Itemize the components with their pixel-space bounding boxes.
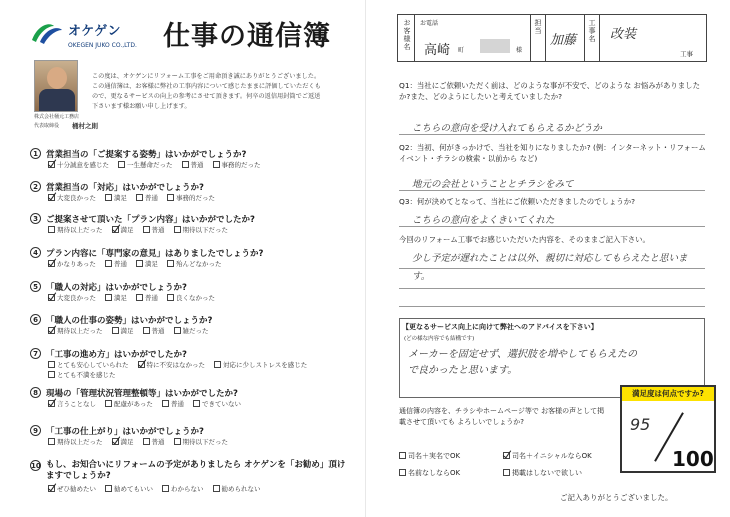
checkbox[interactable] xyxy=(48,400,55,407)
checkbox[interactable] xyxy=(143,226,150,233)
option-label: 満足 xyxy=(120,327,134,335)
checkbox[interactable] xyxy=(503,469,510,476)
option[interactable] xyxy=(162,484,204,494)
thanks-text: ご記入ありがとうございました。 xyxy=(560,493,673,502)
option-label: 期待以上だった xyxy=(57,438,103,446)
question-text: 「工事の仕上がり」はいかがでしょうか? xyxy=(46,427,204,437)
option-label: 事務的だった xyxy=(176,194,215,202)
question-text: 営業担当の「対応」はいかがでしょうか? xyxy=(46,183,204,193)
question-options xyxy=(48,437,358,447)
q2-answer: 地元の会社ということとチラシをみて xyxy=(412,179,574,190)
brand-name: オケゲン xyxy=(68,24,121,39)
checkbox[interactable] xyxy=(167,294,174,301)
question-number: 8 xyxy=(30,387,41,398)
publish-option[interactable] xyxy=(503,448,603,465)
option[interactable] xyxy=(112,437,134,447)
option-label: 言うことなし xyxy=(57,400,96,408)
question-options xyxy=(48,399,358,409)
answer-line xyxy=(399,134,705,135)
checkbox[interactable] xyxy=(136,260,143,267)
intro-text: この度は、オケゲンにリフォーム工事をご用命頂き誠にありがとうございました。この通信簿は、お客様に弊社の工事内容について感じたままに評価していただくもので、更なるサービスの向上の参考にさせて頂きます。何卒の返信用封筒でご返送下さいます様お願い申し上げます。 xyxy=(92,73,321,110)
option-label: わからない xyxy=(171,485,204,493)
checkbox[interactable] xyxy=(136,294,143,301)
option[interactable] xyxy=(48,484,96,494)
customer-name: 高崎 xyxy=(424,43,451,58)
q3-text: Q3：何が決めてとなって、当社にご依頼いただきましたのでしょうか? xyxy=(399,197,636,206)
checkbox[interactable] xyxy=(48,260,55,267)
score-max: 100 xyxy=(672,447,714,471)
option-label: 司名＋イニシャルならOK xyxy=(512,452,592,460)
advice-subtitle: (どの様な内容でも結構です) xyxy=(404,336,475,342)
option-label: 大変良かった xyxy=(57,294,96,302)
option[interactable] xyxy=(143,225,165,235)
option-label: 満足 xyxy=(120,226,134,234)
option[interactable] xyxy=(174,225,229,235)
checkbox[interactable] xyxy=(174,327,181,334)
option[interactable] xyxy=(118,160,173,170)
option[interactable] xyxy=(162,399,184,409)
option[interactable] xyxy=(105,259,127,269)
checkbox[interactable] xyxy=(213,161,220,168)
checkbox[interactable] xyxy=(118,161,125,168)
option[interactable] xyxy=(174,437,229,447)
checkbox[interactable] xyxy=(48,438,55,445)
checkbox[interactable] xyxy=(174,438,181,445)
option-label: できていない xyxy=(201,400,241,408)
option-label: 普通 xyxy=(151,438,165,446)
option[interactable] xyxy=(48,399,96,409)
answer-line xyxy=(399,306,705,307)
option[interactable] xyxy=(213,484,261,494)
checkbox[interactable] xyxy=(143,327,150,334)
answer-line xyxy=(399,226,705,227)
option-label: ぜひ勧めたい xyxy=(57,485,96,493)
option-label: 満足 xyxy=(114,294,127,302)
checkbox[interactable] xyxy=(48,294,55,301)
option-label: 特に不安はなかった xyxy=(146,361,205,369)
option[interactable] xyxy=(112,326,134,336)
checkbox[interactable] xyxy=(48,361,55,368)
option[interactable] xyxy=(48,326,103,336)
checkbox[interactable] xyxy=(174,226,181,233)
advice-answer: メーカーを固定せず、選択肢を増やしてもらえたので良かったと思います。 xyxy=(408,349,637,376)
option[interactable] xyxy=(48,437,103,447)
president-photo xyxy=(34,60,78,112)
option-label: 勧められない xyxy=(221,485,261,493)
checkbox[interactable] xyxy=(214,361,221,368)
advice-title: 【更なるサービス向上に向けて弊社へのアドバイスを下さい】 xyxy=(402,323,598,331)
checkbox[interactable] xyxy=(112,226,119,233)
question-number: 1 xyxy=(30,148,41,159)
option[interactable] xyxy=(167,193,215,203)
option-label: 普通 xyxy=(145,294,158,302)
checkbox[interactable] xyxy=(48,485,55,492)
option[interactable] xyxy=(214,360,307,370)
question-number: 2 xyxy=(30,181,41,192)
option[interactable] xyxy=(182,160,204,170)
checkbox[interactable] xyxy=(167,260,174,267)
question-options xyxy=(48,193,358,203)
staff-label: 担当 xyxy=(534,19,542,35)
option[interactable] xyxy=(48,360,129,370)
checkbox[interactable] xyxy=(48,161,55,168)
option[interactable] xyxy=(143,326,165,336)
option[interactable] xyxy=(138,360,206,370)
checkbox[interactable] xyxy=(213,485,220,492)
option[interactable] xyxy=(48,259,96,269)
option[interactable] xyxy=(48,193,96,203)
checkbox[interactable] xyxy=(112,327,119,334)
checkbox[interactable] xyxy=(399,469,406,476)
checkbox[interactable] xyxy=(193,400,200,407)
option-label: 良くなかった xyxy=(176,294,215,302)
question-text: プラン内容に「専門家の意見」はありましたでしょうか? xyxy=(46,249,264,259)
question-text: 「職人の対応」はいかがでしょうか? xyxy=(46,283,187,293)
option[interactable] xyxy=(136,293,158,303)
question-options xyxy=(48,360,358,380)
option-label: とても不満を感じた xyxy=(57,371,116,379)
question-options xyxy=(48,225,358,235)
option-label: 満足 xyxy=(120,438,134,446)
publish-option[interactable] xyxy=(399,465,499,482)
checkbox[interactable] xyxy=(503,452,510,459)
question-number: 4 xyxy=(30,247,41,258)
job-name: 改装 xyxy=(610,27,637,42)
option[interactable] xyxy=(48,160,109,170)
q4-answer: 少し予定が遅れたことは以外、親切に対応してもらえたと思います。 xyxy=(412,253,688,282)
checkbox[interactable] xyxy=(182,161,189,168)
checkbox[interactable] xyxy=(48,226,55,233)
option-label: 一生懸命だった xyxy=(127,161,173,169)
signature-title: 代表取締役 xyxy=(34,123,60,129)
question-number: 6 xyxy=(30,314,41,325)
honorific-label: 様 xyxy=(516,47,523,54)
q4-text: 今回のリフォーム工事でお感じいただいた内容を、そのままご記入下さい。 xyxy=(399,235,650,244)
option-label: 期待以下だった xyxy=(182,226,228,234)
option-label: 期待以上だった xyxy=(57,226,103,234)
question-text: 「工事の進め方」はいかがでしたか? xyxy=(46,350,187,360)
question-text: もし、お知合いにリフォームの予定がありましたら オケゲンを「お勧め」頂けますでしょうか? xyxy=(46,460,346,481)
option-label: 名前なしならOK xyxy=(408,469,461,477)
checkbox[interactable] xyxy=(105,260,112,267)
score-given: 95 xyxy=(630,415,651,434)
option-label: 雑だった xyxy=(182,327,209,335)
option[interactable] xyxy=(167,259,222,269)
question-text: 営業担当の「ご提案する姿勢」はいかがでしょうか? xyxy=(46,150,247,160)
checkbox[interactable] xyxy=(138,361,145,368)
checkbox[interactable] xyxy=(399,452,406,459)
question-text: ご提案させて頂いた「プラン内容」はいかがでしたか? xyxy=(46,215,255,225)
answer-line xyxy=(399,268,705,269)
brand-subtitle: OKEGEN JUKO CO.,LTD. xyxy=(68,42,137,49)
option-label: 司名＋実名でOK xyxy=(408,452,461,460)
option-label: 普通 xyxy=(190,161,204,169)
option-label: 普通 xyxy=(170,400,184,408)
publish-options xyxy=(399,448,619,482)
question-options xyxy=(48,259,358,269)
signature-name: 桶村之則 xyxy=(72,122,98,130)
signature-role: 株式会社桶元工務店 xyxy=(34,114,80,120)
option-label: 十分誠意を感じた xyxy=(57,161,109,169)
option-label: 普通 xyxy=(151,327,165,335)
score-header: 満足度は何点ですか? xyxy=(622,387,714,401)
answer-line xyxy=(399,190,705,191)
question-number: 9 xyxy=(30,425,41,436)
checkbox[interactable] xyxy=(105,294,112,301)
okegen-logo xyxy=(30,14,160,58)
option[interactable] xyxy=(193,399,241,409)
center-fold xyxy=(365,0,366,517)
option-label: 殆んどなかった xyxy=(175,260,222,268)
question-number: 10 xyxy=(31,462,41,470)
question-options xyxy=(48,160,358,170)
question-number: 5 xyxy=(30,281,41,292)
score-box xyxy=(620,385,716,473)
q1-text: Q1：当社にご依頼いただく前は、どのような事が不安で、どのような お悩みがありましたか?また、どのようにしたいと考えていましたか? xyxy=(399,81,700,101)
option-label: 普通 xyxy=(113,260,127,268)
option-label: 事務的だった xyxy=(221,161,261,169)
option-label: 期待以下だった xyxy=(182,438,228,446)
option-label: 普通 xyxy=(145,194,158,202)
phone-label: お電話 xyxy=(420,20,439,27)
job-suffix: 工事 xyxy=(680,50,693,58)
option-label: 勧めてもいい xyxy=(114,485,153,493)
option-label: 普通 xyxy=(151,226,165,234)
option-label: とても安心していられた xyxy=(57,361,129,369)
logo-mark-icon xyxy=(30,20,64,46)
question-options xyxy=(48,293,358,303)
option[interactable] xyxy=(112,225,134,235)
publish-option[interactable] xyxy=(503,465,603,482)
checkbox[interactable] xyxy=(105,485,112,492)
checkbox[interactable] xyxy=(105,194,112,201)
option[interactable] xyxy=(48,370,116,380)
option-label: 期待以上だった xyxy=(57,327,103,335)
option-label: 掲載はしないで欲しい xyxy=(512,469,582,477)
town-label: 町 xyxy=(458,47,465,54)
option[interactable] xyxy=(213,160,261,170)
question-text: 現場の「管理状況管理整頓等」はいかがでしたか? xyxy=(46,389,238,399)
checkbox[interactable] xyxy=(162,400,169,407)
option-label: 対応に少しストレスを感じた xyxy=(223,361,308,369)
question-text: 「職人の仕事の姿勢」はいかがでしょうか? xyxy=(46,316,213,326)
checkbox[interactable] xyxy=(105,400,112,407)
option-label: かなりあった xyxy=(57,260,96,268)
q1-answer: こちらの意向を受け入れてもらえるかどうか xyxy=(412,123,603,134)
staff-name: 加藤 xyxy=(550,33,577,48)
answer-line xyxy=(399,288,705,289)
redacted-block xyxy=(480,39,510,53)
checkbox[interactable] xyxy=(112,438,119,445)
option-label: 配慮があった xyxy=(114,400,153,408)
page-title: 仕事の通信簿 xyxy=(163,21,331,52)
option[interactable] xyxy=(105,484,153,494)
option-label: 満足 xyxy=(144,260,158,268)
question-options xyxy=(48,484,358,494)
option[interactable] xyxy=(48,293,96,303)
publish-question: 通信簿の内容を、チラシやホームページ等で お客様の声として掲載させて頂いても よろしいでしょうか? xyxy=(399,407,605,426)
customer-header xyxy=(397,14,707,62)
checkbox[interactable] xyxy=(167,194,174,201)
publish-option[interactable] xyxy=(399,448,499,465)
option[interactable] xyxy=(143,437,165,447)
option[interactable] xyxy=(136,193,158,203)
checkbox[interactable] xyxy=(48,194,55,201)
q2-text: Q2：当初、何がきっかけで、当社を知りになりましたか? (例：インターネット・リフォームイベント・チラシの検索・以前から など) xyxy=(399,143,706,163)
checkbox[interactable] xyxy=(143,438,150,445)
checkbox[interactable] xyxy=(162,485,169,492)
option[interactable] xyxy=(105,399,153,409)
option[interactable] xyxy=(48,225,103,235)
question-number: 3 xyxy=(30,213,41,224)
option[interactable] xyxy=(105,293,127,303)
option[interactable] xyxy=(174,326,209,336)
option[interactable] xyxy=(167,293,215,303)
option[interactable] xyxy=(136,259,158,269)
checkbox[interactable] xyxy=(48,371,55,378)
checkbox[interactable] xyxy=(136,194,143,201)
job-label: 工事名 xyxy=(588,19,596,43)
option-label: 大変良かった xyxy=(57,194,96,202)
option[interactable] xyxy=(105,193,127,203)
q3-answer: こちらの意向をよくきいてくれた xyxy=(412,215,555,226)
question-number: 7 xyxy=(30,348,41,359)
checkbox[interactable] xyxy=(48,327,55,334)
question-options xyxy=(48,326,358,336)
option-label: 満足 xyxy=(114,194,127,202)
customer-label: お客様名 xyxy=(403,19,411,51)
